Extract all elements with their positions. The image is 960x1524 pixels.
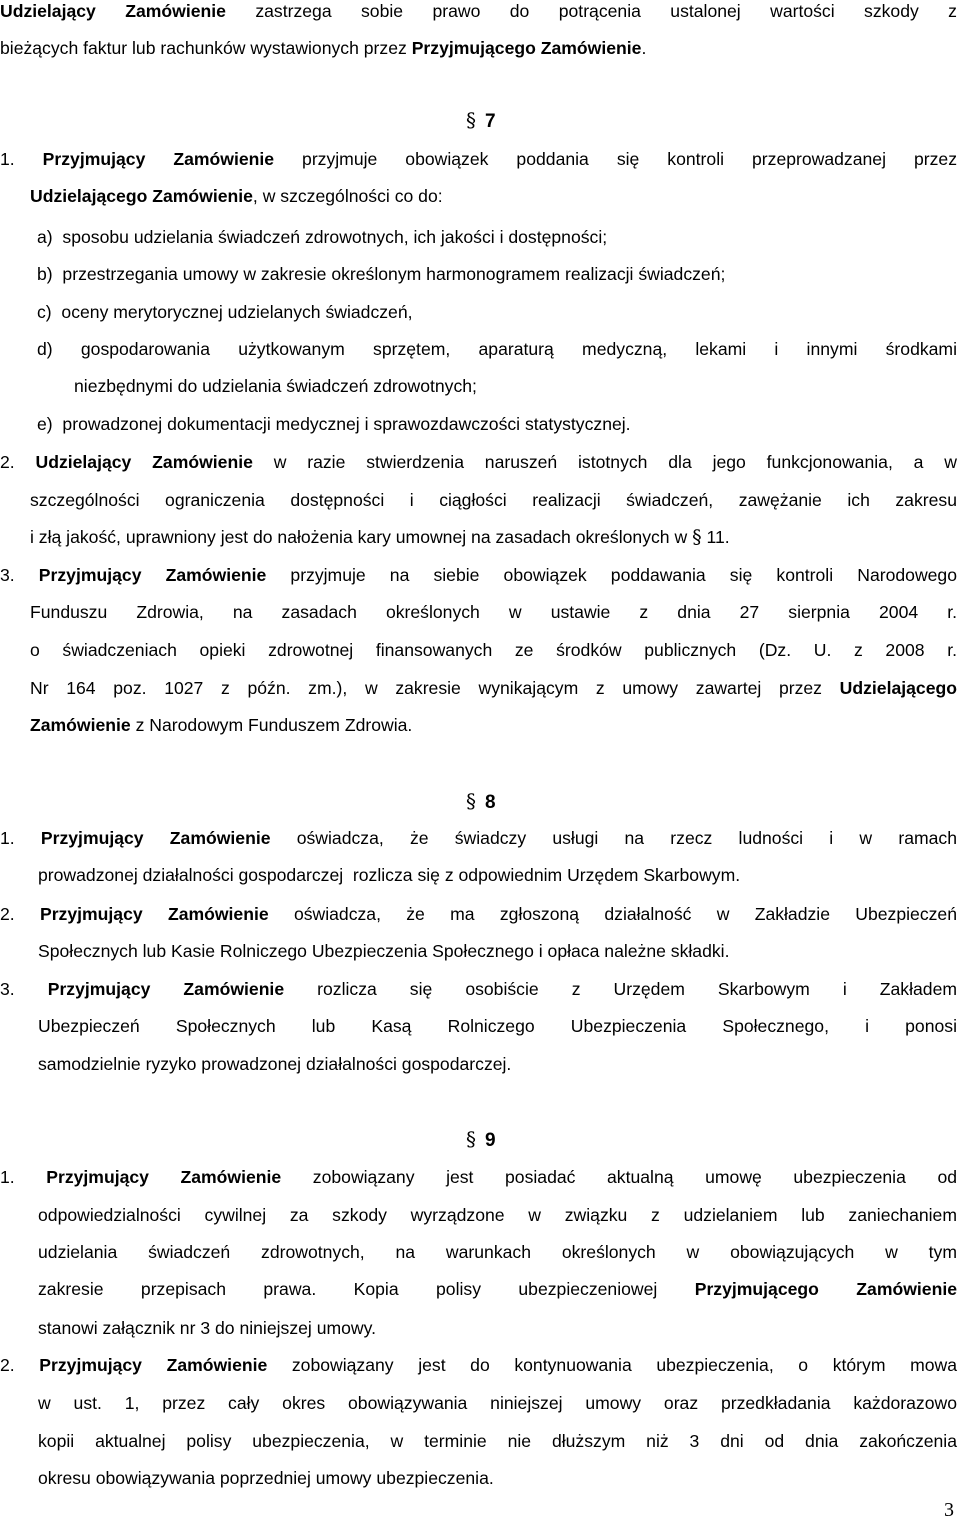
section-heading-8	[466, 789, 496, 814]
section-number: 9	[485, 1130, 496, 1151]
section-heading-7	[466, 108, 496, 133]
text-line: Nr 164 poz. 1027 z późn. zm.), w zakresie wynikającym z umowy zawartej przez Udzielającego	[30, 678, 957, 698]
section-sign: §	[692, 526, 702, 548]
text-line: odpowiedzialności cywilnej za szkody wyrządzone w związku z udzielaniem lub zaniechaniem	[38, 1205, 957, 1225]
text-line: samodzielnie ryzyko prowadzonej działalności gospodarczej.	[38, 1054, 512, 1074]
text-line: bieżących faktur lub rachunków wystawionych przez Przyjmującego Zamówienie.	[0, 38, 647, 58]
text-line: 2. Przyjmujący Zamówienie oświadcza, że ma zgłoszoną działalność w Zakładzie Ubezpieczeń	[0, 904, 957, 924]
text-line: Społecznych lub Kasie Rolniczego Ubezpieczenia Społecznego i opłaca należne składki.	[38, 941, 730, 961]
text-run: i złą jakość, uprawniony jest do nałożenia kary umownej na zasadach określonych w	[30, 527, 688, 547]
text-line: zakresie przepisach prawa. Kopia polisy ubezpieczeniowej Przyjmującego Zamówienie	[38, 1279, 957, 1299]
list-item-continued: niezbędnymi do udzielania świadczeń zdrowotnych;	[74, 376, 477, 396]
section-number: 8	[485, 792, 496, 813]
text-line: Funduszu Zdrowia, na zasadach określonych w ustawie z dnia 27 sierpnia 2004 r.	[30, 602, 957, 622]
text-line	[30, 526, 730, 548]
text-line: 3. Przyjmujący Zamówienie przyjmuje na siebie obowiązek poddawania się kontroli Narodowego	[0, 565, 958, 585]
section-sign: §	[466, 1127, 476, 1151]
section-sign: §	[466, 108, 476, 132]
text-line: kopii aktualnej polisy ubezpieczenia, w terminie nie dłuższym niż 3 dni od dnia zakończenia	[38, 1431, 957, 1451]
list-item: d) gospodarowania użytkowanym sprzętem, aparaturą medyczną, lekami i innymi środkami	[37, 339, 957, 359]
list-item: b) przestrzegania umowy w zakresie określonym harmonogramem realizacji świadczeń;	[37, 264, 726, 284]
text-line: 1. Przyjmujący Zamówienie oświadcza, że świadczy usługi na rzecz ludności i w ramach	[0, 828, 957, 848]
text-line: Udzielającego Zamówienie, w szczególności co do:	[30, 186, 443, 206]
text-line: 1. Przyjmujący Zamówienie zobowiązany jest posiadać aktualną umowę ubezpieczenia od	[0, 1167, 958, 1187]
section-number: 7	[485, 111, 496, 132]
text-line: okresu obowiązywania poprzedniej umowy ubezpieczenia.	[38, 1468, 494, 1488]
text-line: udzielania świadczeń zdrowotnych, na warunkach określonych w obowiązujących w tym	[38, 1242, 957, 1262]
text-line: prowadzonej działalności gospodarczej rozlicza się z odpowiednim Urzędem Skarbowym.	[38, 865, 741, 885]
text-line: Zamówienie z Narodowym Funduszem Zdrowia.	[30, 715, 413, 735]
text-line: szczególności ograniczenia dostępności i ciągłości realizacji świadczeń, zawężanie ich zakresu	[30, 490, 957, 510]
text-line: stanowi załącznik nr 3 do niniejszej umowy.	[38, 1318, 377, 1338]
text-line: Udzielający Zamówienie zastrzega sobie prawo do potrącenia ustalonej wartości szkody z	[0, 1, 957, 21]
list-item: c) oceny merytorycznej udzielanych świadczeń,	[37, 302, 413, 322]
text-line: w ust. 1, przez cały okres obowiązywania niniejszej umowy oraz przedkładania każdorazowo	[38, 1393, 957, 1413]
section-sign: §	[466, 789, 476, 813]
page-number: 3	[944, 1499, 954, 1521]
list-item: a) sposobu udzielania świadczeń zdrowotnych, ich jakości i dostępności;	[37, 227, 608, 247]
text-line: 2. Przyjmujący Zamówienie zobowiązany jest do kontynuowania ubezpieczenia, o którym mowa	[0, 1355, 958, 1375]
text-run: 11.	[706, 527, 730, 547]
text-line: 3. Przyjmujący Zamówienie rozlicza się osobiście z Urzędem Skarbowym i Zakładem	[0, 979, 958, 999]
text-line: Ubezpieczeń Społecznych lub Kasą Rolniczego Ubezpieczenia Społecznego, i ponosi	[38, 1016, 957, 1036]
text-line: 1. Przyjmujący Zamówienie przyjmuje obowiązek poddania się kontroli przeprowadzanej przez	[0, 149, 958, 169]
text-line: 2. Udzielający Zamówienie w razie stwierdzenia naruszeń istotnych dla jego funkcjonowania, a w	[0, 452, 957, 472]
text-line: o świadczeniach opieki zdrowotnej finansowanych ze środków publicznych (Dz. U. z 2008 r.	[30, 640, 957, 660]
list-item: e) prowadzonej dokumentacji medycznej i sprawozdawczości statystycznej.	[37, 414, 631, 434]
section-heading-9	[466, 1127, 496, 1152]
